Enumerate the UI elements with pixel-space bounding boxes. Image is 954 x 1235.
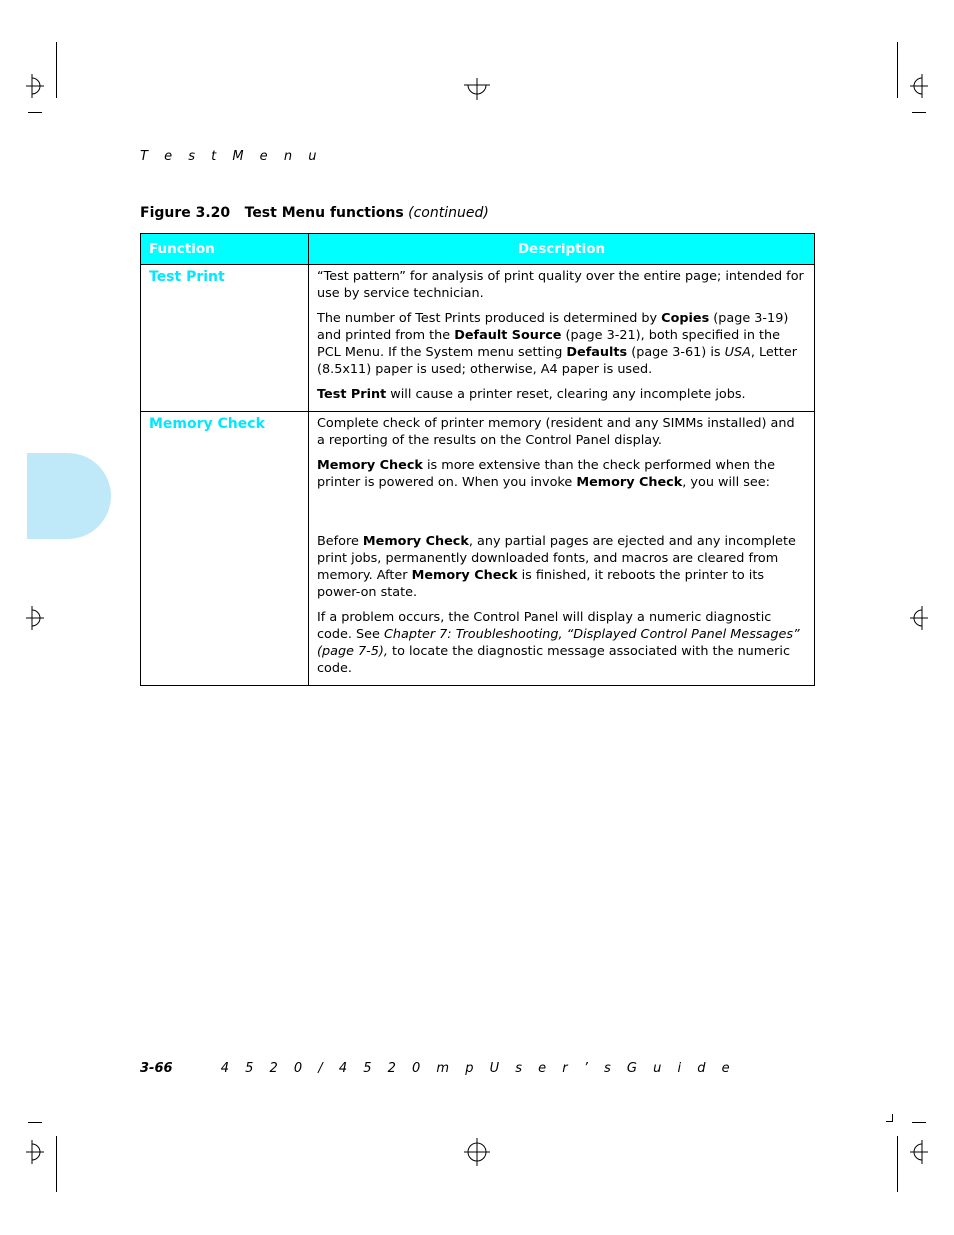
side-registration-mark-icon xyxy=(910,74,928,98)
table-row xyxy=(141,265,815,412)
figure-number: Figure 3.20 xyxy=(140,205,231,221)
column-header-description: Description xyxy=(309,234,815,265)
description-paragraph: “Test pattern” for analysis of print quality over the entire page; intended for use by service technician. xyxy=(317,269,804,301)
figure-continued: (continued) xyxy=(408,205,489,221)
figure-title: Test Menu functions xyxy=(244,205,404,221)
registration-mark-icon xyxy=(464,1138,490,1166)
side-registration-mark-icon xyxy=(910,1140,928,1164)
function-description xyxy=(309,265,815,412)
page-number: 3-66 xyxy=(140,1061,173,1076)
function-name: Test Print xyxy=(141,265,309,412)
table-header-row xyxy=(141,234,815,265)
running-footer xyxy=(140,1061,736,1076)
description-paragraph: Test Print will cause a printer reset, clearing any incomplete jobs. xyxy=(317,387,746,402)
function-name: Memory Check xyxy=(141,412,309,686)
side-registration-mark-icon xyxy=(26,606,44,630)
description-paragraph: Complete check of printer memory (resident and any SIMMs installed) and a reporting of the results on the Control Panel display. xyxy=(317,416,795,448)
figure-caption xyxy=(140,205,489,221)
description-paragraph: If a problem occurs, the Control Panel will display a numeric diagnostic code. See Chapter 7: Troubleshooting, “Displayed Control Panel Messages” (page 7-5), to locate the diagnostic message associated with the numeric code. xyxy=(317,610,800,676)
description-paragraph: Before Memory Check, any partial pages are ejected and any incomplete print jobs, permanently downloaded fonts, and macros are cleared from memory. After Memory Check is finished, it reboots the printer to its power-on state. xyxy=(317,534,796,600)
description-paragraph: The number of Test Prints produced is determined by Copies (page 3-19) and printed from the Default Source (page 3-21), both specified in the PCL Menu. If the System menu setting Defaults (page 3-61) is USA, Letter (8.5x11) paper is used; otherwise, A4 paper is used. xyxy=(317,311,797,377)
running-header: T e s t M e n u xyxy=(140,149,323,164)
side-registration-mark-icon xyxy=(26,1140,44,1164)
side-registration-mark-icon xyxy=(26,74,44,98)
table-row xyxy=(141,412,815,686)
column-header-function: Function xyxy=(141,234,309,265)
test-menu-table xyxy=(140,233,815,686)
side-registration-mark-icon xyxy=(910,606,928,630)
guide-title: 4 5 2 0 / 4 5 2 0 m p U s e r ’ s G u i d e xyxy=(220,1061,736,1076)
description-paragraph: Memory Check is more extensive than the check performed when the printer is powered on. When you invoke Memory Check, you will see: xyxy=(317,458,776,490)
chapter-tab xyxy=(27,453,111,539)
registration-mark-icon xyxy=(464,78,490,102)
function-description xyxy=(309,412,815,686)
